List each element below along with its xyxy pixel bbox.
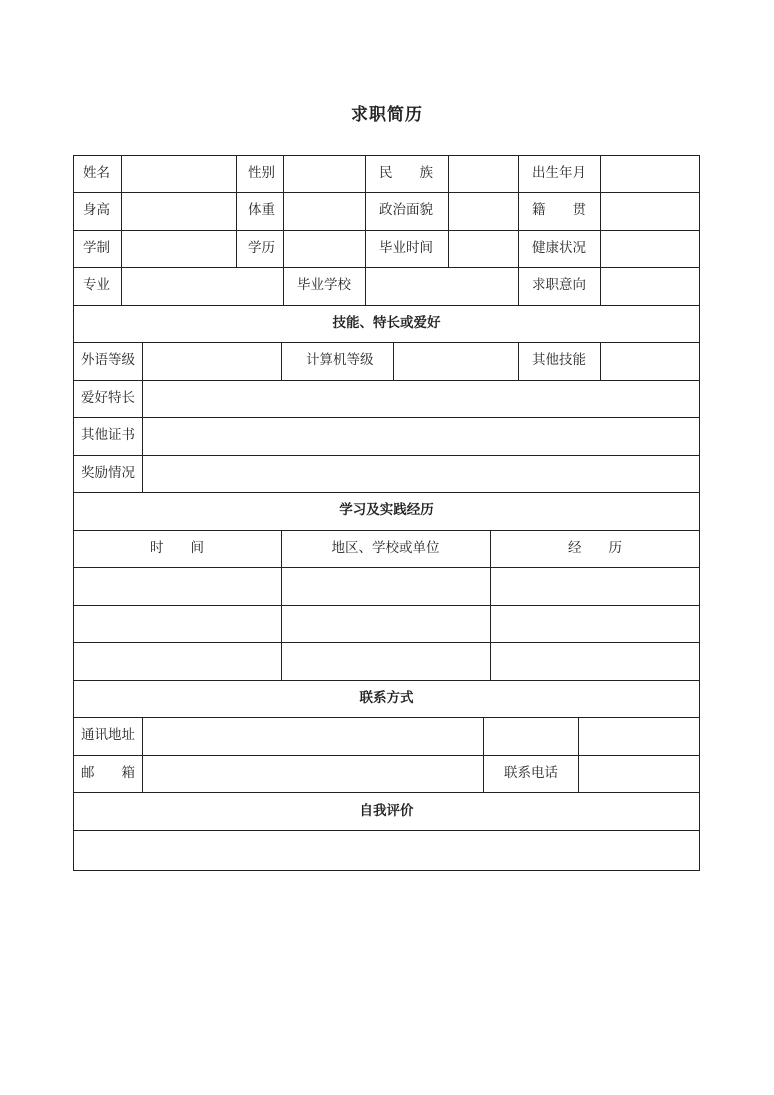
row-divider: [73, 680, 700, 681]
study-system-label: 学制: [83, 240, 110, 256]
row-divider: [73, 717, 700, 718]
col-divider: [483, 717, 484, 792]
row-divider: [73, 155, 700, 156]
col-divider: [283, 155, 284, 267]
row-divider: [73, 455, 700, 456]
hobbies-label: 爱好特长: [81, 390, 135, 406]
job-intention-label: 求职意向: [532, 277, 586, 293]
col-divider: [578, 717, 579, 792]
skills-section-title: 技能、特长或爱好: [332, 315, 441, 331]
experience-section-title: 学习及实践经历: [339, 502, 434, 518]
row-divider: [73, 755, 700, 756]
col-divider: [142, 342, 143, 492]
row-divider: [73, 305, 700, 306]
foreign-language-label: 外语等级: [81, 352, 135, 368]
other-skills-label: 其他技能: [532, 352, 586, 368]
col-divider: [365, 155, 366, 267]
contact-section-title: 联系方式: [359, 690, 414, 706]
row-divider: [73, 342, 700, 343]
col-divider: [600, 155, 601, 305]
birth-date-label: 出生年月: [532, 165, 586, 181]
row-divider: [73, 870, 700, 871]
row-divider: [73, 642, 700, 643]
gender-label: 性别: [248, 165, 275, 181]
major-label: 专业: [83, 277, 110, 293]
row-divider: [73, 417, 700, 418]
height-label: 身高: [83, 202, 110, 218]
name-label: 姓名: [83, 165, 110, 181]
graduation-time-label: 毕业时间: [379, 240, 433, 256]
email-label: 邮 箱: [81, 765, 135, 781]
health-label: 健康状况: [532, 240, 586, 256]
col-divider: [142, 717, 143, 792]
col-divider: [600, 342, 601, 380]
political-status-label: 政治面貌: [379, 202, 433, 218]
row-divider: [73, 605, 700, 606]
address-label: 通讯地址: [81, 727, 135, 743]
row-divider: [73, 230, 700, 231]
row-divider: [73, 267, 700, 268]
col-divider: [518, 155, 519, 305]
row-divider: [73, 192, 700, 193]
col-divider: [121, 267, 122, 305]
column-header: 经 历: [568, 540, 622, 556]
col-divider: [121, 155, 122, 267]
education-label: 学历: [248, 240, 275, 256]
col-divider: [518, 342, 519, 380]
row-divider: [73, 380, 700, 381]
row-divider: [73, 792, 700, 793]
ethnicity-label: 民 族: [379, 165, 433, 181]
graduated-school-label: 毕业学校: [297, 277, 351, 293]
col-divider: [236, 155, 237, 267]
resume-form: [73, 155, 700, 871]
col-divider: [448, 155, 449, 267]
awards-label: 奖励情况: [81, 465, 135, 481]
page-title: 求职简历: [351, 105, 423, 125]
column-header: 地区、学校或单位: [331, 540, 440, 556]
self-evaluation-section-title: 自我评价: [359, 803, 414, 819]
col-divider: [365, 267, 366, 305]
row-divider: [73, 492, 700, 493]
row-divider: [73, 567, 700, 568]
certificates-label: 其他证书: [81, 427, 135, 443]
column-header: 时 间: [150, 540, 204, 556]
col-divider: [283, 267, 284, 305]
row-divider: [73, 530, 700, 531]
col-divider: [281, 342, 282, 380]
weight-label: 体重: [248, 202, 275, 218]
phone-label: 联系电话: [504, 765, 558, 781]
computer-level-label: 计算机等级: [306, 352, 374, 368]
row-divider: [73, 830, 700, 831]
col-divider: [393, 342, 394, 380]
native-place-label: 籍 贯: [532, 202, 586, 218]
